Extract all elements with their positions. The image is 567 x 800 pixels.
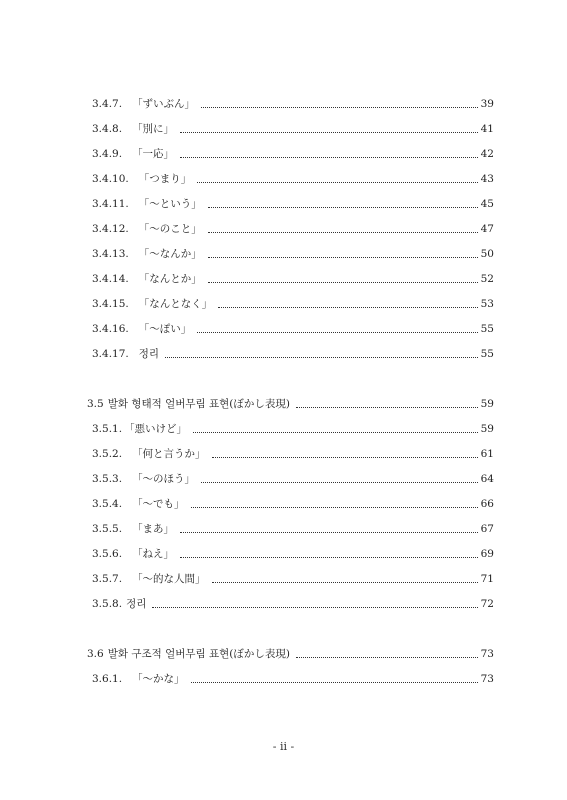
toc-entry-page: 50 xyxy=(480,248,494,260)
toc-entry-page: 61 xyxy=(480,448,494,460)
toc-entry-number: 3.4.9. xyxy=(92,148,123,160)
toc-entry-page: 64 xyxy=(480,473,494,485)
dot-leader xyxy=(197,332,477,333)
toc-entry-number: 3.5.6. xyxy=(92,548,123,560)
toc-entry-number: 3.4.13. xyxy=(92,248,129,260)
toc-entry-number: 3.4.17. xyxy=(92,348,129,360)
dot-leader xyxy=(165,357,478,358)
toc-entry-page: 52 xyxy=(480,273,494,285)
toc-entry-number: 3.4.8. xyxy=(92,123,123,135)
dot-leader xyxy=(201,482,478,483)
toc-entry-title: 발화 구조적 얼버무림 표현(ぼかし表現) xyxy=(107,648,290,660)
toc-entry[interactable] xyxy=(92,320,494,336)
toc-entry-number: 3.5.4. xyxy=(92,498,123,510)
dot-leader xyxy=(296,657,478,658)
toc-entry[interactable] xyxy=(92,95,494,111)
toc-entry-number: 3.5.2. xyxy=(92,448,123,460)
toc-entry-number: 3.5.1. xyxy=(92,423,123,435)
dot-leader xyxy=(212,457,478,458)
toc-section-heading[interactable] xyxy=(87,395,494,411)
toc-entry-page: 59 xyxy=(480,398,494,410)
toc-entry-page: 53 xyxy=(480,298,494,310)
dot-leader xyxy=(296,407,478,408)
dot-leader xyxy=(218,307,477,308)
toc-entry[interactable] xyxy=(92,145,494,161)
toc-entry[interactable] xyxy=(92,545,494,561)
toc-entry-number: 3.4.7. xyxy=(92,98,123,110)
toc-entry-number: 3.5.3. xyxy=(92,473,123,485)
toc-entry[interactable] xyxy=(92,420,494,436)
toc-entry-title: 「悪いけど」 xyxy=(124,423,188,435)
dot-leader xyxy=(208,257,478,258)
toc-entry-title: 「～なんか」 xyxy=(138,248,202,260)
toc-entry-title: 정리 xyxy=(126,598,147,610)
toc-entry[interactable] xyxy=(92,595,494,611)
dot-leader xyxy=(208,207,478,208)
page-number-footer: - ii - xyxy=(272,740,295,753)
toc-entry-number: 3.6.1. xyxy=(92,673,123,685)
toc-entry-number: 3.5.7. xyxy=(92,573,123,585)
dot-leader xyxy=(180,557,478,558)
toc-entry-number: 3.5 xyxy=(87,398,104,410)
toc-entry-number: 3.4.12. xyxy=(92,223,129,235)
toc-entry-page: 59 xyxy=(480,423,494,435)
toc-entry-title: 「～のこと」 xyxy=(138,223,202,235)
toc-entry[interactable] xyxy=(92,470,494,486)
toc-entry-title: 「ねえ」 xyxy=(132,548,175,560)
toc-entry-page: 55 xyxy=(480,348,494,360)
toc-entry-title: 「ずいぶん」 xyxy=(132,98,196,110)
toc-entry-page: 45 xyxy=(480,198,494,210)
toc-entry-page: 47 xyxy=(480,223,494,235)
toc-entry-title: 「まあ」 xyxy=(132,523,175,535)
toc-entry-title: 「なんとなく」 xyxy=(138,298,213,310)
toc-entry-number: 3.4.14. xyxy=(92,273,129,285)
dot-leader xyxy=(152,607,477,608)
dot-leader xyxy=(180,532,478,533)
toc-entry-title: 「～のほう」 xyxy=(132,473,196,485)
toc-entry-title: 「なんとか」 xyxy=(138,273,202,285)
toc-entry[interactable] xyxy=(92,570,494,586)
toc-entry[interactable] xyxy=(92,670,494,686)
toc-entry[interactable] xyxy=(92,520,494,536)
toc-entry-title: 「別に」 xyxy=(132,123,175,135)
toc-entry-title: 발화 형태적 얼버무림 표현(ぼかし表現) xyxy=(107,398,290,410)
dot-leader xyxy=(208,232,478,233)
toc-entry-number: 3.4.11. xyxy=(92,198,129,210)
toc-entry-page: 73 xyxy=(480,648,494,660)
toc-entry-number: 3.4.10. xyxy=(92,173,129,185)
toc-entry-title: 「～かな」 xyxy=(132,673,185,685)
toc-entry-title: 「～でも」 xyxy=(132,498,185,510)
dot-leader xyxy=(191,507,478,508)
toc-entry-title: 「～という」 xyxy=(138,198,202,210)
toc-entry[interactable] xyxy=(92,295,494,311)
toc-entry[interactable] xyxy=(92,445,494,461)
toc-entry-title: 「～的な人間」 xyxy=(132,573,206,585)
toc-entry-page: 41 xyxy=(480,123,494,135)
toc-entry-number: 3.5.5. xyxy=(92,523,123,535)
dot-leader xyxy=(208,282,478,283)
dot-leader xyxy=(201,107,478,108)
toc-entry[interactable] xyxy=(92,495,494,511)
toc-entry-title: 정리 xyxy=(138,348,160,360)
toc-entry-title: 「～ぽい」 xyxy=(138,323,192,335)
dot-leader xyxy=(180,132,478,133)
toc-entry-page: 42 xyxy=(480,148,494,160)
toc-entry-number: 3.4.15. xyxy=(92,298,129,310)
toc-entry-title: 「つまり」 xyxy=(138,173,192,185)
toc-entry-page: 43 xyxy=(480,173,494,185)
toc-entry-number: 3.4.16. xyxy=(92,323,129,335)
toc-entry-title: 「何と言うか」 xyxy=(132,448,206,460)
toc-entry-page: 66 xyxy=(480,498,494,510)
dot-leader xyxy=(212,582,478,583)
toc-entry-page: 73 xyxy=(480,673,494,685)
toc-entry-page: 55 xyxy=(480,323,494,335)
toc-entry-page: 72 xyxy=(480,598,494,610)
toc-entry[interactable] xyxy=(92,220,494,236)
toc-entry-page: 69 xyxy=(480,548,494,560)
toc-entry[interactable] xyxy=(92,170,494,186)
dot-leader xyxy=(180,157,478,158)
dot-leader xyxy=(193,432,478,433)
toc-entry-page: 67 xyxy=(480,523,494,535)
toc-entry[interactable] xyxy=(92,245,494,261)
toc-section-heading[interactable] xyxy=(87,645,494,661)
toc-entry-number: 3.6 xyxy=(87,648,104,660)
dot-leader xyxy=(191,682,478,683)
dot-leader xyxy=(197,182,477,183)
toc-entry-page: 39 xyxy=(480,98,494,110)
toc-entry[interactable] xyxy=(92,120,494,136)
toc-entry-page: 71 xyxy=(480,573,494,585)
toc-entry[interactable] xyxy=(92,345,494,361)
toc-entry-number: 3.5.8. xyxy=(92,598,123,610)
toc-entry-title: 「一応」 xyxy=(132,148,175,160)
toc-entry[interactable] xyxy=(92,270,494,286)
toc-entry[interactable] xyxy=(92,195,494,211)
